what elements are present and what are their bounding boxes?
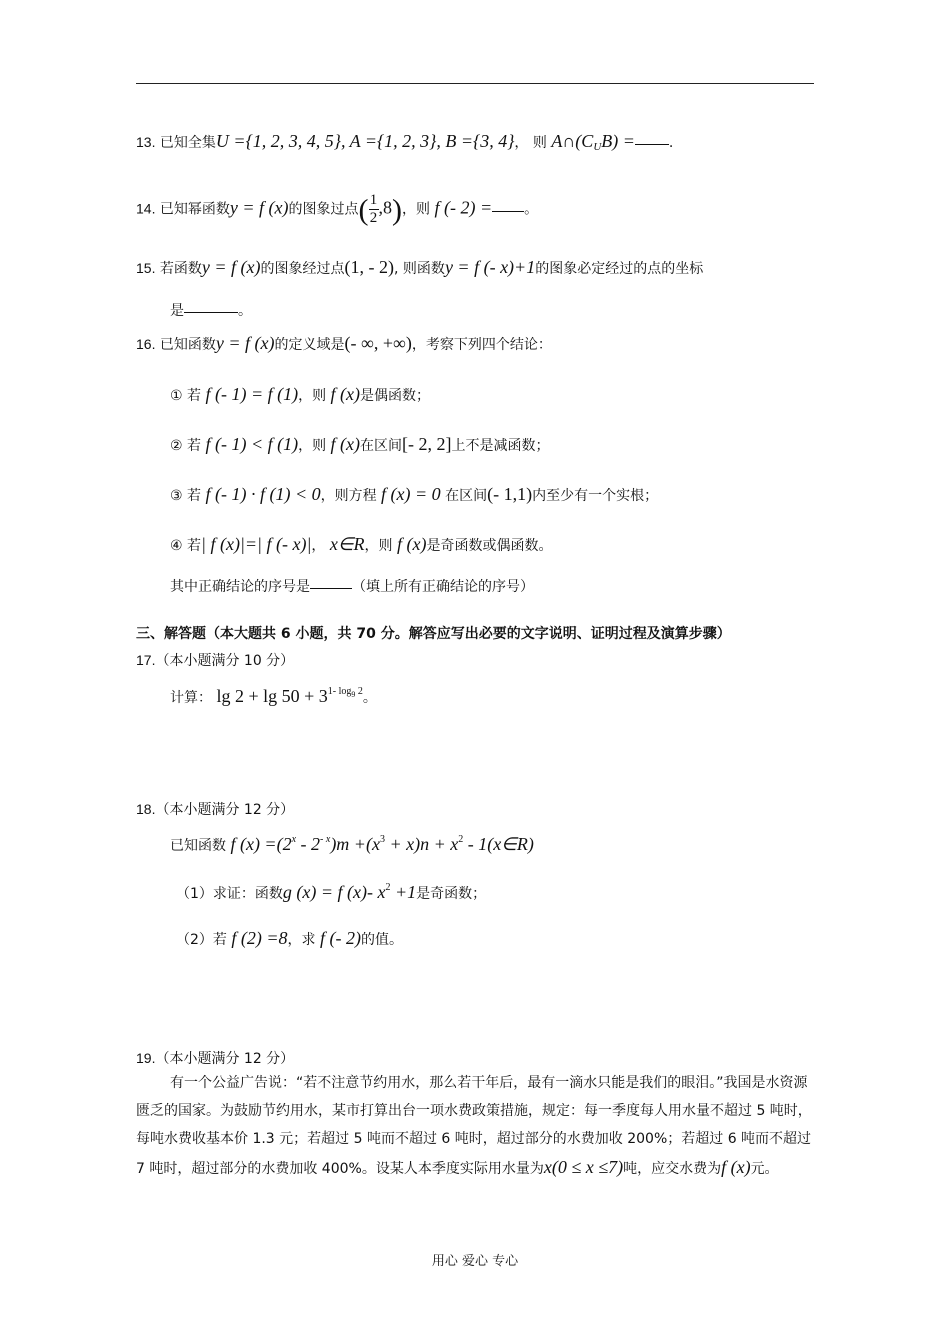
answer-blank: [310, 576, 352, 589]
question-text: 在区间: [360, 438, 403, 454]
conclusion-label: ② 若: [170, 438, 202, 454]
question-text: （2）若: [176, 932, 227, 948]
math-expression: f (- 1) = f (1): [205, 384, 299, 404]
question-15: [136, 257, 703, 279]
question-text: 计算：: [170, 690, 212, 706]
question-score: （本小题满分 12 分）: [155, 802, 295, 818]
math-exponent: x: [291, 834, 297, 845]
question-text: 的图象经过点: [260, 261, 345, 277]
question-text: ，则: [298, 438, 327, 454]
question-text: 是: [170, 303, 184, 319]
conclusion-2: [170, 434, 550, 456]
math-expression: f (- 2): [319, 928, 361, 948]
question-17: [136, 650, 294, 671]
answer-blank: [635, 132, 669, 145]
question-text: 是奇函数；: [416, 886, 487, 902]
question-18: [136, 799, 294, 820]
question-text: 其中正确结论的序号是: [170, 579, 310, 595]
question-text: 元。: [750, 1161, 779, 1177]
math-function: y = f (x): [201, 257, 261, 277]
question-score: （本小题满分 10 分）: [155, 653, 295, 669]
math-function: +1: [390, 882, 417, 902]
math-exponent: 2: [458, 834, 464, 845]
conclusion-4: [170, 534, 552, 556]
question-text: 已知全集: [159, 135, 216, 151]
header-rule: [136, 83, 814, 84]
question-number: 19.: [136, 1050, 156, 1066]
math-point: (1, - 2): [344, 257, 395, 277]
section-heading: 三、解答题（本大题共 6 小题，共 70 分。解答应写出必要的文字说明、证明过程及演算步骤）: [136, 626, 731, 642]
question-text: （1）求证：函数: [176, 886, 283, 902]
paren-left: (: [358, 193, 369, 227]
math-expression: A∩(C: [551, 131, 594, 151]
math-set-u: U ={1, 2, 3, 4, 5}: [215, 131, 341, 151]
question-text: ，则: [298, 388, 327, 404]
fraction-denominator: 2: [369, 210, 378, 226]
math-expression: f (- 2) =: [434, 197, 493, 218]
question-text: ，则: [364, 538, 393, 554]
math-domain: (- ∞, +∞): [344, 333, 412, 353]
punctuation: .: [668, 135, 674, 151]
conclusion-label: ④ 若: [170, 538, 202, 554]
math-exponent: 3: [379, 834, 385, 845]
math-condition: x∈R: [329, 534, 365, 554]
math-function: f (x): [721, 1157, 751, 1177]
question-text: 吨，应交水费为: [623, 1161, 722, 1177]
conclusion-1: [170, 384, 430, 406]
math-exponent: - x: [320, 834, 331, 845]
math-function: f (x): [330, 384, 361, 404]
question-number: 16.: [136, 336, 156, 352]
question-text: ，: [311, 538, 326, 554]
question-text: 已知函数: [159, 337, 216, 353]
math-expression: f (- 1) · f (1) < 0: [205, 484, 321, 504]
question-17-body: [170, 682, 377, 708]
question-18-part1: [176, 878, 486, 904]
question-number: 15.: [136, 260, 156, 276]
question-text: 已知函数: [170, 838, 226, 854]
answer-blank: [492, 199, 524, 212]
question-text: 则: [532, 135, 547, 151]
question-text: 的定义域是: [274, 337, 345, 353]
math-function: - 1(x∈R): [463, 834, 534, 854]
math-expression: B) =: [601, 131, 635, 151]
math-function: y = f (x): [215, 333, 275, 353]
math-expression: | f (x)|=| f (- x)|: [201, 534, 312, 554]
conclusion-label: ① 若: [170, 388, 202, 404]
math-function: + x)n + x: [384, 834, 459, 854]
math-point: ,8: [378, 197, 393, 218]
math-function: y = f (- x)+1: [444, 257, 536, 277]
question-text: 已知幂函数: [159, 201, 230, 218]
question-19-paragraph: [136, 1069, 816, 1183]
punctuation: 。: [238, 303, 252, 319]
page-footer: 用心 爱心 专心: [431, 1254, 519, 1269]
punctuation: ，: [514, 135, 529, 151]
paren-right: ): [392, 193, 403, 227]
math-condition: x(0 ≤ x ≤7): [543, 1157, 624, 1177]
question-text: ，则方程: [320, 488, 377, 504]
question-text: 的图象过点: [288, 201, 359, 218]
question-number: 18.: [136, 801, 156, 817]
math-function: f (x): [396, 534, 427, 554]
question-text: （填上所有正确结论的序号）: [352, 579, 534, 595]
question-15-line2: [170, 300, 252, 321]
question-score: （本小题满分 12 分）: [155, 1051, 295, 1067]
math-exponent: 2: [385, 882, 391, 893]
question-text: 是偶函数；: [360, 388, 431, 404]
question-16-ask: [170, 576, 534, 597]
math-set-b: , B ={3, 4}: [436, 131, 515, 151]
question-text: 若函数: [159, 261, 202, 277]
question-text: 是奇函数或偶函数。: [426, 538, 553, 554]
question-text: 内至少有一个实根；: [532, 488, 659, 504]
question-14: [136, 193, 538, 226]
math-interval: (- 1,1): [487, 484, 533, 504]
answer-blank: [184, 300, 238, 313]
math-function: )m +(x: [330, 834, 380, 854]
question-16: [136, 333, 552, 355]
punctuation: 。: [362, 690, 377, 706]
question-text: 的值。: [360, 932, 403, 948]
math-expression: lg 2 + lg 50 + 3: [216, 686, 328, 706]
math-fraction: [369, 193, 379, 226]
question-text: , 则函数: [394, 261, 445, 277]
paragraph-text: 有一个公益广告说：“若不注意节约用水，那么若干年后，最有一滴水只能是我们的眼泪。”我国是水资源匮乏的国家。为鼓励节约用水，某市打算出台一项水费政策措施，规定：每一季度每人用水量不超过 5 吨时，每吨水费收基本价 1.3 元；若超过 5 吨而不超过 6 吨时，超过部分的水费加收 200%；若超过 6 吨而不超过 7 吨时，超过部分的水费加收 400%。设某人本季度实际用水量为: [136, 1075, 812, 1177]
question-text: ，考察下列四个结论：: [411, 337, 552, 353]
conclusion-label: ③ 若: [170, 488, 202, 504]
question-18-part2: [176, 928, 403, 950]
fraction-numerator: 1: [369, 192, 378, 208]
math-exponent-subscript: 9: [351, 690, 356, 699]
math-expression: f (- 1) < f (1): [205, 434, 299, 454]
math-exponent: 2: [355, 686, 363, 697]
math-exponent: 1- log: [327, 686, 352, 697]
math-interval: [- 2, 2]: [402, 434, 452, 454]
math-function: y = f (x): [229, 197, 289, 218]
question-number: 17.: [136, 652, 156, 668]
question-text: ，则: [402, 201, 431, 218]
math-set-a: , A ={1, 2, 3}: [340, 131, 437, 151]
math-expression: f (2) =8: [231, 928, 288, 948]
math-function: f (x) =(2: [230, 834, 292, 854]
question-text: 在区间: [445, 488, 488, 504]
conclusion-3: [170, 484, 658, 506]
question-13: [136, 131, 673, 157]
math-subscript: U: [593, 141, 602, 153]
math-function: - 2: [296, 834, 321, 854]
math-function: f (x): [330, 434, 361, 454]
question-19: [136, 1048, 294, 1069]
math-equation: f (x) = 0: [381, 484, 441, 504]
question-number: 13.: [136, 134, 156, 150]
question-text: 上不是减函数；: [451, 438, 550, 454]
question-number: 14.: [136, 200, 156, 217]
question-text: ，求: [287, 932, 316, 948]
question-18-body: [170, 830, 534, 856]
punctuation: 。: [524, 201, 539, 218]
math-function: g (x) = f (x)- x: [282, 882, 386, 902]
question-text: 的图象必定经过的点的坐标: [535, 261, 704, 277]
